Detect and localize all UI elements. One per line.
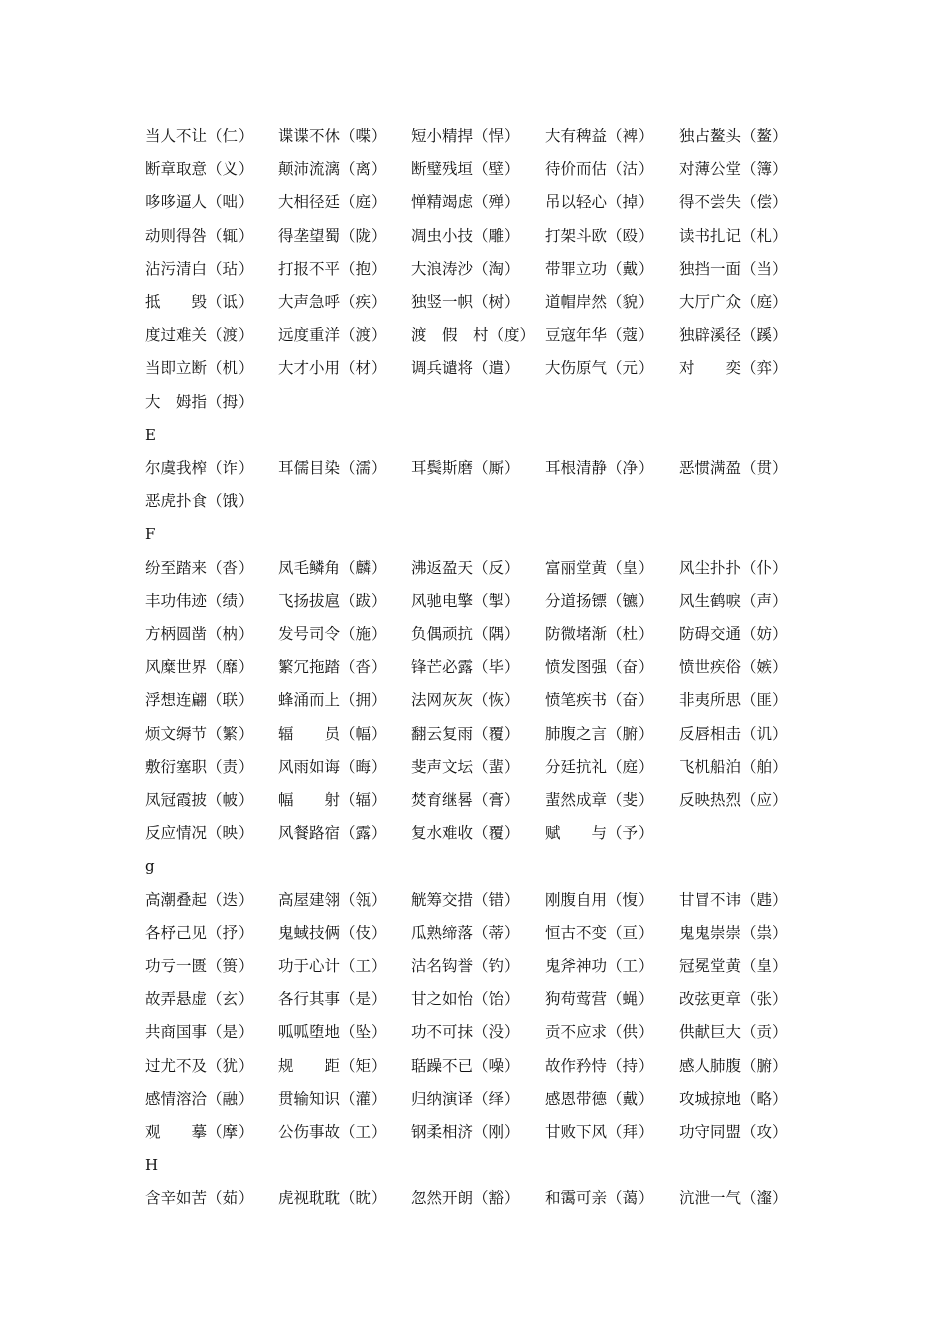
word-entry: 攻城掠地（略） bbox=[679, 1089, 788, 1108]
word-entry: 狗苟莺营（蝇） bbox=[545, 990, 654, 1009]
word-entry: 纷至踏来（沓） bbox=[145, 558, 254, 577]
word-row bbox=[145, 1050, 845, 1083]
word-entry: 功守同盟（攻） bbox=[679, 1123, 788, 1141]
word-entry: 愤笔疾书（奋） bbox=[545, 691, 654, 710]
word-entry: 沆泄一气（瀣） bbox=[679, 1189, 788, 1208]
word-entry: 蜂涌而上（拥） bbox=[278, 691, 387, 710]
word-entry: 共商国事（是） bbox=[145, 1023, 254, 1042]
word-entry: 各杼己见（抒） bbox=[145, 923, 254, 942]
word-entry: 忽然开朗（豁） bbox=[411, 1189, 520, 1208]
word-row bbox=[145, 817, 845, 850]
word-entry: 待价而估（沽） bbox=[545, 160, 654, 179]
word-entry: 风餐路宿（露） bbox=[278, 824, 387, 843]
word-row bbox=[145, 884, 845, 917]
word-entry: 独辟溪径（蹊） bbox=[679, 326, 788, 345]
word-entry: 觥筹交措（错） bbox=[411, 890, 520, 909]
word-entry: 短小精捍（悍） bbox=[411, 127, 520, 145]
word-entry: 反唇相击（讥） bbox=[679, 724, 788, 743]
word-entry: 度过难关（渡） bbox=[145, 326, 254, 345]
word-entry: 斐声文坛（蜚） bbox=[411, 757, 520, 776]
word-entry: 鬼斧神功（工） bbox=[545, 957, 654, 975]
word-entry: 独竖一帜（树） bbox=[411, 293, 520, 311]
word-entry: 浮想连翩（联） bbox=[145, 691, 254, 710]
word-entry: 反映热烈（应） bbox=[679, 791, 788, 809]
word-row bbox=[145, 751, 845, 784]
word-entry: 颠沛流漓（离） bbox=[278, 160, 387, 179]
word-entry: 大 姆指（拇） bbox=[145, 392, 254, 411]
word-entry: 方柄圆凿（枘） bbox=[145, 625, 254, 643]
word-entry: 沸返盈天（反） bbox=[411, 558, 520, 577]
word-entry: 贡不应求（供） bbox=[545, 1023, 654, 1042]
word-entry: 过尤不及（犹） bbox=[145, 1056, 254, 1075]
word-row bbox=[145, 618, 845, 651]
word-entry: 蜚然成章（斐） bbox=[545, 791, 654, 809]
word-entry: 得垄望蜀（陇） bbox=[278, 226, 387, 245]
word-entry: 鬼蜮技俩（伎） bbox=[278, 923, 387, 942]
word-entry: 鬼鬼崇崇（祟） bbox=[679, 923, 788, 942]
word-entry: 甘之如怡（饴） bbox=[411, 990, 520, 1009]
word-entry: 故弄悬虚（玄） bbox=[145, 990, 254, 1009]
word-entry: 远度重洋（渡） bbox=[278, 326, 387, 345]
word-entry: 繁冗拖踏（沓） bbox=[278, 658, 387, 677]
word-entry: 飞机船泊（舶） bbox=[679, 757, 788, 776]
word-entry: 打报不平（抱） bbox=[278, 259, 387, 278]
word-entry: 大厅广众（庭） bbox=[679, 293, 788, 311]
word-entry: 沾污清白（玷） bbox=[145, 259, 254, 278]
word-entry: 谍谍不休（喋） bbox=[278, 127, 387, 145]
word-row bbox=[145, 651, 845, 684]
word-entry: 抵 毁（诋） bbox=[145, 293, 254, 311]
word-entry: 独挡一面（当） bbox=[679, 259, 788, 278]
word-entry: 风尘扑扑（仆） bbox=[679, 558, 788, 577]
word-entry: 带罪立功（戴） bbox=[545, 259, 654, 278]
word-row bbox=[145, 917, 845, 950]
word-entry: 感人肺腹（腑） bbox=[679, 1056, 788, 1075]
word-entry: 反应情况（映） bbox=[145, 824, 254, 843]
word-entry: 惮精竭虑（殚） bbox=[411, 193, 520, 212]
word-entry: 钢柔相济（刚） bbox=[411, 1123, 520, 1141]
word-entry: 尔虞我榨（诈） bbox=[145, 459, 254, 477]
word-row bbox=[145, 253, 845, 286]
word-entry: 虎视耽耽（眈） bbox=[278, 1189, 387, 1208]
word-entry: 风驰电擎（掣） bbox=[411, 591, 520, 610]
word-entry: 吊以轻心（掉） bbox=[545, 193, 654, 212]
word-entry: 富丽堂黄（皇） bbox=[545, 558, 654, 577]
word-entry: 风雨如诲（晦） bbox=[278, 757, 387, 776]
word-entry: 耳根清静（净） bbox=[545, 459, 654, 477]
word-row bbox=[145, 286, 845, 319]
word-entry: 飞扬拔扈（跋） bbox=[278, 591, 387, 610]
word-entry: 渡 假 村（度） bbox=[411, 326, 536, 345]
word-entry: 含辛如苦（茹） bbox=[145, 1189, 254, 1208]
word-entry: 风糜世界（靡） bbox=[145, 658, 254, 677]
word-entry: 对 奕（弈） bbox=[679, 359, 788, 378]
word-entry: 凤冠霞披（帔） bbox=[145, 791, 254, 809]
word-entry: 调兵谴将（遣） bbox=[411, 359, 520, 378]
word-entry: 功亏一匮（篑） bbox=[145, 957, 254, 975]
word-entry: 凋虫小技（雕） bbox=[411, 226, 520, 245]
word-entry: 分道扬镖（镳） bbox=[545, 591, 654, 610]
word-entry: 大声急呼（疾） bbox=[278, 293, 387, 311]
word-row bbox=[145, 186, 845, 219]
word-row bbox=[145, 1083, 845, 1116]
word-row bbox=[145, 684, 845, 717]
word-entry: 独占鳌头（鳌） bbox=[679, 127, 788, 145]
section-letter: E bbox=[145, 425, 156, 444]
word-entry: 对薄公堂（簿） bbox=[679, 160, 788, 179]
word-row bbox=[145, 950, 845, 983]
word-entry: 大有稗益（裨） bbox=[545, 127, 654, 145]
word-entry: 锋芒必露（毕） bbox=[411, 658, 520, 677]
word-entry: 故作矜恃（持） bbox=[545, 1056, 654, 1075]
word-entry: 感情溶洽（融） bbox=[145, 1089, 254, 1108]
word-entry: 肺腹之言（腑） bbox=[545, 724, 654, 743]
word-entry: 断章取意（义） bbox=[145, 160, 254, 179]
word-entry: 负偶顽抗（隅） bbox=[411, 625, 520, 643]
word-row bbox=[145, 983, 845, 1016]
word-entry: 耳鬓斯磨（厮） bbox=[411, 459, 520, 477]
word-entry: 焚育继晷（膏） bbox=[411, 791, 520, 809]
word-row bbox=[145, 585, 845, 618]
word-row bbox=[145, 1182, 845, 1215]
word-entry: 复水难收（覆） bbox=[411, 824, 520, 843]
word-entry: 防碍交通（妨） bbox=[679, 625, 788, 643]
word-entry: 甘冒不讳（韪） bbox=[679, 890, 788, 909]
word-row bbox=[145, 552, 845, 585]
word-entry: 甘败下风（拜） bbox=[545, 1123, 654, 1141]
word-row bbox=[145, 153, 845, 186]
word-entry: 恶惯满盈（贯） bbox=[679, 459, 788, 477]
word-entry: 和霭可亲（蔼） bbox=[545, 1189, 654, 1208]
word-entry: 风生鹤唳（声） bbox=[679, 591, 788, 610]
word-entry: 断璧残垣（壁） bbox=[411, 160, 520, 179]
word-row bbox=[145, 452, 845, 485]
word-entry: 大伤原气（元） bbox=[545, 359, 654, 378]
section-letter: F bbox=[145, 525, 156, 544]
word-entry: 规 距（矩） bbox=[278, 1056, 387, 1075]
word-entry: 动则得咎（辄） bbox=[145, 226, 254, 245]
word-entry: 丰功伟迹（绩） bbox=[145, 591, 254, 610]
word-entry: 冠冕堂黄（皇） bbox=[679, 957, 788, 975]
word-entry: 功于心计（工） bbox=[278, 957, 387, 975]
word-entry: 高屋建翎（瓴） bbox=[278, 890, 387, 909]
word-entry: 公伤事故（工） bbox=[278, 1123, 387, 1141]
word-entry: 恒古不变（亘） bbox=[545, 923, 654, 942]
word-entry: 刚腹自用（愎） bbox=[545, 890, 654, 909]
word-entry: 瓜熟缔落（蒂） bbox=[411, 923, 520, 942]
word-entry: 当即立断（机） bbox=[145, 359, 254, 378]
word-entry: 豆寇年华（蔻） bbox=[545, 326, 654, 345]
word-entry: 当人不让（仁） bbox=[145, 127, 254, 145]
word-entry: 改弦更章（张） bbox=[679, 990, 788, 1009]
word-entry: 法网灰灰（恢） bbox=[411, 691, 520, 710]
word-entry: 读书扎记（札） bbox=[679, 226, 788, 245]
word-entry: 防微堵渐（杜） bbox=[545, 625, 654, 643]
word-entry: 感恩带德（戴） bbox=[545, 1089, 654, 1108]
word-entry: 道帽岸然（貌） bbox=[545, 293, 654, 311]
word-row bbox=[145, 220, 845, 253]
word-entry: 赋 与（予） bbox=[545, 824, 654, 843]
word-entry: 各行其事（是） bbox=[278, 990, 387, 1009]
word-entry: 归纳演译（绎） bbox=[411, 1089, 520, 1108]
word-entry: 大才小用（材） bbox=[278, 359, 387, 378]
section-letter: g bbox=[145, 857, 155, 876]
word-entry: 聒躁不已（噪） bbox=[411, 1056, 520, 1075]
word-entry: 观 摹（摩） bbox=[145, 1123, 254, 1141]
word-entry: 敷衍塞职（责） bbox=[145, 757, 254, 776]
word-entry: 沽名钩誉（钓） bbox=[411, 957, 520, 975]
word-row bbox=[145, 352, 845, 385]
word-entry: 哆哆逼人（咄） bbox=[145, 193, 254, 212]
word-entry: 贯输知识（灌） bbox=[278, 1089, 387, 1108]
word-entry: 呱呱堕地（坠） bbox=[278, 1023, 387, 1042]
word-row bbox=[145, 784, 845, 817]
word-entry: 耳儒目染（濡） bbox=[278, 459, 387, 477]
word-entry: 愤世疾俗（嫉） bbox=[679, 658, 788, 677]
word-entry: 大相径廷（庭） bbox=[278, 193, 387, 212]
word-entry: 愤发图强（奋） bbox=[545, 658, 654, 677]
word-row bbox=[145, 1116, 845, 1149]
word-entry: 辐 员（幅） bbox=[278, 724, 387, 743]
word-row bbox=[145, 718, 845, 751]
word-entry: 得不尝失（偿） bbox=[679, 193, 788, 212]
word-row bbox=[145, 120, 845, 153]
word-entry: 打架斗欧（殴） bbox=[545, 226, 654, 245]
word-row bbox=[145, 319, 845, 352]
word-entry: 大浪涛沙（淘） bbox=[411, 259, 520, 278]
word-entry: 幅 射（辐） bbox=[278, 791, 387, 809]
word-entry: 供献巨大（贡） bbox=[679, 1023, 788, 1042]
word-entry: 恶虎扑食（饿） bbox=[145, 492, 254, 511]
section-letter: H bbox=[145, 1156, 159, 1175]
word-entry: 发号司令（施） bbox=[278, 625, 387, 643]
word-entry: 翻云复雨（覆） bbox=[411, 724, 520, 743]
word-entry: 非夷所思（匪） bbox=[679, 691, 788, 710]
word-row bbox=[145, 1016, 845, 1049]
word-entry: 功不可抹（没） bbox=[411, 1023, 520, 1042]
word-row bbox=[145, 485, 845, 518]
word-entry: 高潮叠起（迭） bbox=[145, 890, 254, 909]
word-row bbox=[145, 386, 845, 419]
word-entry: 分廷抗礼（庭） bbox=[545, 757, 654, 776]
word-entry: 烦文缛节（繁） bbox=[145, 724, 254, 743]
word-entry: 凤毛鳞角（麟） bbox=[278, 558, 387, 577]
